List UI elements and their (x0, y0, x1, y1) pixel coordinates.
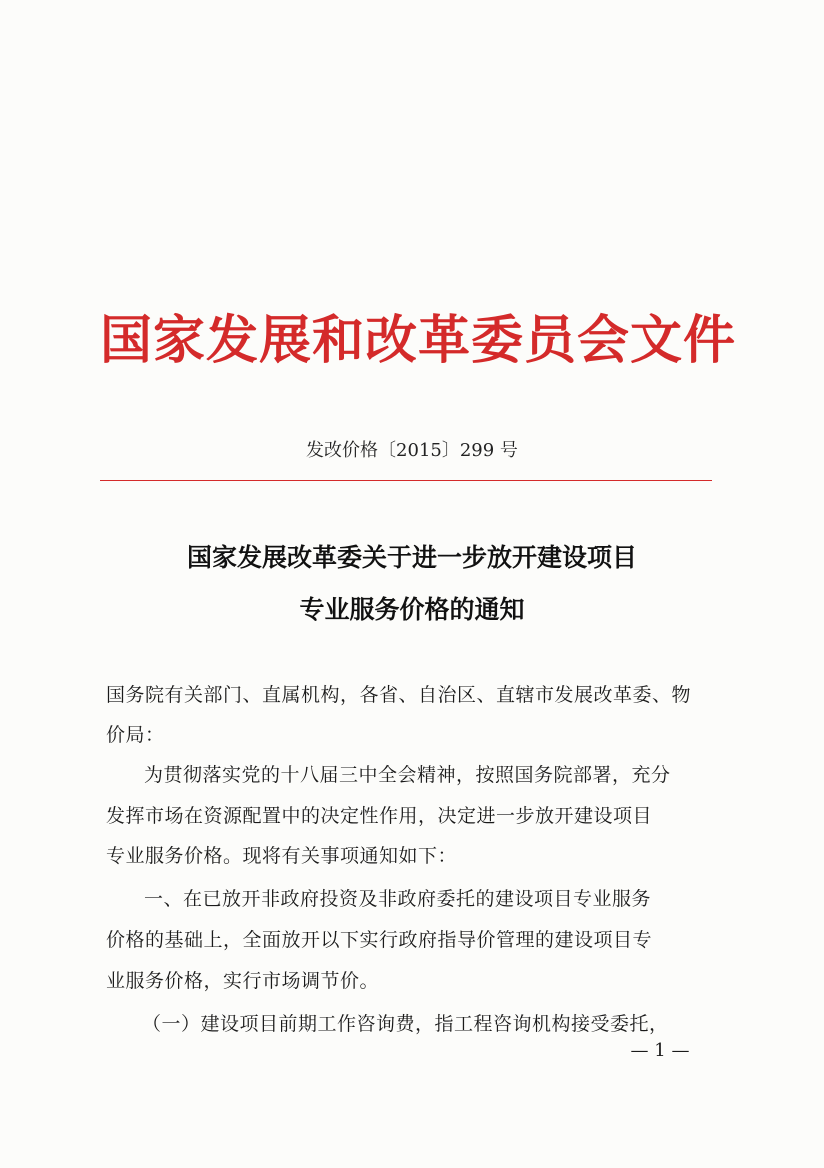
document-title-line-2: 专业服务价格的通知 (299, 595, 525, 624)
paragraph-line: 价格的基础上，全面放开以下实行政府指导价管理的建设项目专 (106, 929, 653, 951)
paragraph-line: 为贯彻落实党的十八届三中全会精神，按照国务院部署，充分 (144, 764, 671, 786)
addressee-line: 价局： (106, 724, 165, 746)
paragraph-line: 专业服务价格。现将有关事项通知如下： (106, 845, 458, 867)
document-title-line-1: 国家发展改革委关于进一步放开建设项目 (186, 543, 637, 572)
paragraph-line: 发挥市场在资源配置中的决定性作用，决定进一步放开建设项目 (106, 805, 653, 827)
paragraph-line: 一、在已放开非政府投资及非政府委托的建设项目专业服务 (144, 888, 652, 910)
page-number: — 1 — (630, 1040, 690, 1061)
red-divider (100, 480, 712, 481)
paragraph-line: 业服务价格，实行市场调节价。 (106, 970, 380, 992)
document-number: 发改价格〔2015〕299 号 (306, 440, 518, 461)
issuer-banner: 国家发展和改革委员会文件 (100, 311, 737, 371)
addressee-line: 国务院有关部门、直属机构，各省、自治区、直辖市发展改革委、物 (106, 684, 692, 706)
paragraph-line: （一）建设项目前期工作咨询费，指工程咨询机构接受委托， (142, 1013, 669, 1035)
